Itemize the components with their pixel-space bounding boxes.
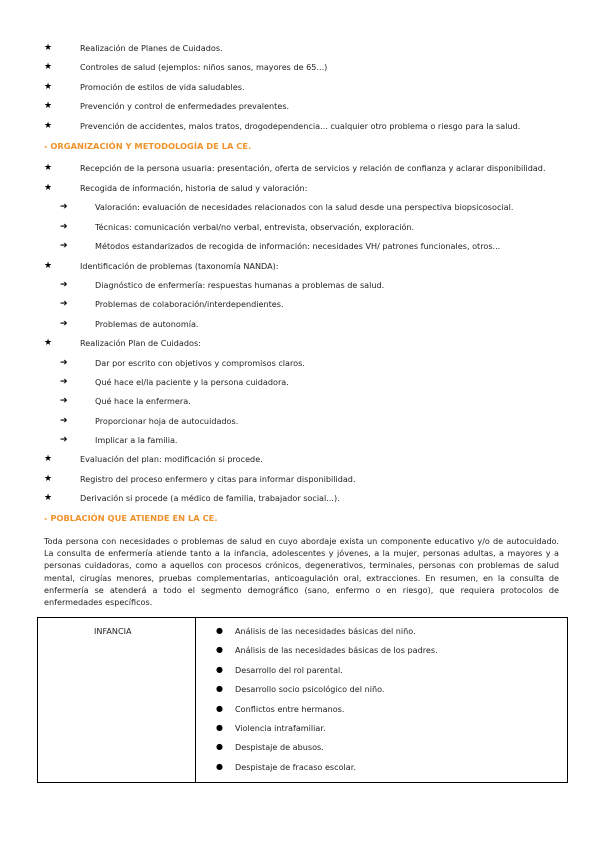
star-bullet-icon: ★ bbox=[44, 82, 53, 92]
dot-bullet-icon: ● bbox=[216, 742, 223, 751]
arrow-bullet-icon: ➔ bbox=[60, 377, 68, 387]
list-item bbox=[44, 160, 564, 176]
star-bullet-icon: ★ bbox=[44, 121, 53, 131]
list-item-text: Prevención y control de enfermedades prevalentes. bbox=[80, 101, 290, 111]
list-item bbox=[44, 180, 564, 196]
list-item-text: Recogida de información, historia de salud y valoración: bbox=[80, 183, 308, 193]
table-list-item-text: Desarrollo del rol parental. bbox=[235, 665, 343, 675]
table-list-item-text: Análisis de las necesidades básicas de los padres. bbox=[235, 645, 438, 655]
table-column-divider bbox=[195, 618, 196, 782]
population-paragraph: Toda persona con necesidades o problemas de salud en cuyo abordaje exista un componente educativo y/o de autocuidado. La consulta de enfermería atiende tanto a la infancia, adolescentes y jóvenes, a la mujer, personas adultas, a mayores y a personas cuidadoras, como a aquellos con procesos crónicos, degenerativos, terminales, personas con problemas de salud mental, cirugías menores, pruebas complementarias, anticoagulación oral, extracciones. En resumen, en la consulta de enfermería se atenderá a todo el segmento demográfico (sano, enfermo o en riesgo), que requiera protocolos de enfermedades específicos. bbox=[44, 536, 559, 608]
list-item bbox=[44, 258, 564, 274]
star-bullet-icon: ★ bbox=[44, 261, 53, 271]
sub-list-item bbox=[60, 374, 560, 390]
table-list-item-text: Violencia intrafamiliar. bbox=[235, 723, 326, 733]
star-bullet-icon: ★ bbox=[44, 474, 53, 484]
sub-list-item-text: Valoración: evaluación de necesidades relacionados con la salud desde una perspectiva biopsicosocial. bbox=[95, 202, 514, 212]
list-item bbox=[44, 335, 564, 351]
list-item bbox=[44, 118, 564, 134]
sub-list-item bbox=[60, 413, 560, 429]
list-item-text: Promoción de estilos de vida saludables. bbox=[80, 82, 245, 92]
sub-list-item bbox=[60, 238, 560, 254]
sub-list-item-text: Diagnóstico de enfermería: respuestas humanas a problemas de salud. bbox=[95, 280, 385, 290]
star-bullet-icon: ★ bbox=[44, 43, 53, 53]
arrow-bullet-icon: ➔ bbox=[60, 319, 68, 329]
list-item-text: Identificación de problemas (taxonomía NANDA): bbox=[80, 261, 279, 271]
table-list-item-text: Despistaje de abusos. bbox=[235, 742, 324, 752]
arrow-bullet-icon: ➔ bbox=[60, 222, 68, 232]
infancia-table bbox=[37, 617, 568, 783]
list-item-text: Recepción de la persona usuaria: presentación, oferta de servicios y relación de confianza y aclarar disponibilidad. bbox=[80, 163, 546, 173]
table-category-cell: INFANCIA bbox=[94, 626, 132, 636]
list-item bbox=[44, 490, 564, 506]
list-item-text: Evaluación del plan: modificación si procede. bbox=[80, 454, 263, 464]
list-item-text: Prevención de accidentes, malos tratos, drogodependencia... cualquier otro problema o riesgo para la salud. bbox=[80, 121, 521, 131]
sub-list-item-text: Problemas de colaboración/interdependientes. bbox=[95, 299, 284, 309]
list-item-text: Realización de Planes de Cuidados. bbox=[80, 43, 223, 53]
sub-list-item-text: Proporcionar hoja de autocuidados. bbox=[95, 416, 239, 426]
list-item-text: Registro del proceso enfermero y citas para informar disponibilidad. bbox=[80, 474, 356, 484]
section-heading-organizacion: - ORGANIZACIÓN Y METODOLOGÍA DE LA CE. bbox=[44, 141, 252, 151]
sub-list-item bbox=[60, 199, 560, 215]
sub-list-item-text: Problemas de autonomía. bbox=[95, 319, 199, 329]
list-item bbox=[44, 59, 564, 75]
sub-list-item bbox=[60, 393, 560, 409]
list-item bbox=[44, 471, 564, 487]
sub-list-item-text: Dar por escrito con objetivos y compromisos claros. bbox=[95, 358, 305, 368]
list-item bbox=[44, 451, 564, 467]
sub-list-item bbox=[60, 296, 560, 312]
star-bullet-icon: ★ bbox=[44, 163, 53, 173]
arrow-bullet-icon: ➔ bbox=[60, 435, 68, 445]
star-bullet-icon: ★ bbox=[44, 62, 53, 72]
list-item bbox=[44, 98, 564, 114]
list-item-text: Controles de salud (ejemplos: niños sanos, mayores de 65...) bbox=[80, 62, 328, 72]
sub-list-item-text: Qué hace el/la paciente y la persona cuidadora. bbox=[95, 377, 289, 387]
dot-bullet-icon: ● bbox=[216, 704, 223, 713]
sub-list-item-text: Técnicas: comunicación verbal/no verbal, entrevista, observación, exploración. bbox=[95, 222, 415, 232]
arrow-bullet-icon: ➔ bbox=[60, 358, 68, 368]
arrow-bullet-icon: ➔ bbox=[60, 396, 68, 406]
table-list-item-text: Despistaje de fracaso escolar. bbox=[235, 762, 356, 772]
list-item-text: Realización Plan de Cuidados: bbox=[80, 338, 201, 348]
star-bullet-icon: ★ bbox=[44, 183, 53, 193]
section-heading-poblacion: - POBLACIÓN QUE ATIENDE EN LA CE. bbox=[44, 513, 218, 523]
star-bullet-icon: ★ bbox=[44, 338, 53, 348]
dot-bullet-icon: ● bbox=[216, 665, 223, 674]
dot-bullet-icon: ● bbox=[216, 762, 223, 771]
list-item-text: Derivación si procede (a médico de familia, trabajador social...). bbox=[80, 493, 340, 503]
arrow-bullet-icon: ➔ bbox=[60, 241, 68, 251]
star-bullet-icon: ★ bbox=[44, 454, 53, 464]
dot-bullet-icon: ● bbox=[216, 684, 223, 693]
sub-list-item bbox=[60, 277, 560, 293]
dot-bullet-icon: ● bbox=[216, 626, 223, 635]
sub-list-item bbox=[60, 355, 560, 371]
arrow-bullet-icon: ➔ bbox=[60, 299, 68, 309]
sub-list-item-text: Implicar a la familia. bbox=[95, 435, 178, 445]
sub-list-item bbox=[60, 432, 560, 448]
list-item bbox=[44, 79, 564, 95]
arrow-bullet-icon: ➔ bbox=[60, 280, 68, 290]
list-item bbox=[44, 40, 564, 56]
star-bullet-icon: ★ bbox=[44, 101, 53, 111]
dot-bullet-icon: ● bbox=[216, 645, 223, 654]
arrow-bullet-icon: ➔ bbox=[60, 416, 68, 426]
sub-list-item-text: Qué hace la enfermera. bbox=[95, 396, 191, 406]
table-list-item-text: Análisis de las necesidades básicas del niño. bbox=[235, 626, 416, 636]
table-list-item-text: Desarrollo socio psicológico del niño. bbox=[235, 684, 385, 694]
star-bullet-icon: ★ bbox=[44, 493, 53, 503]
sub-list-item-text: Métodos estandarizados de recogida de información: necesidades VH/ patrones funcionales, otros... bbox=[95, 241, 501, 251]
sub-list-item bbox=[60, 219, 560, 235]
table-list-item-text: Conflictos entre hermanos. bbox=[235, 704, 345, 714]
dot-bullet-icon: ● bbox=[216, 723, 223, 732]
sub-list-item bbox=[60, 316, 560, 332]
arrow-bullet-icon: ➔ bbox=[60, 202, 68, 212]
